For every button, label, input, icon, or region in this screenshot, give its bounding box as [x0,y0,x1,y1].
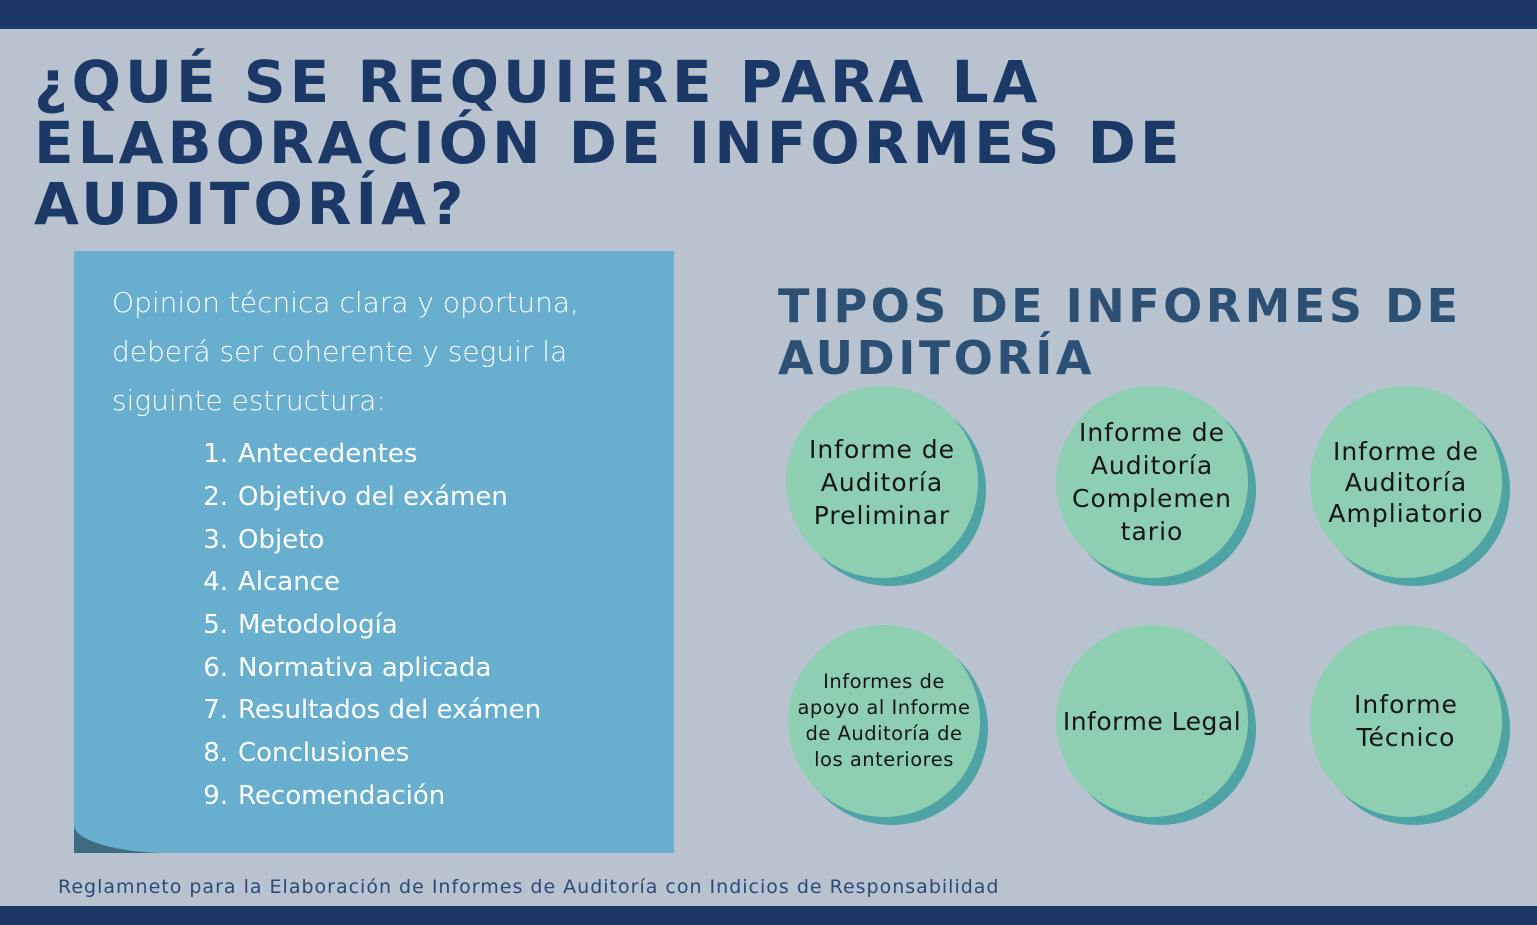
list-item-number: 3. [203,524,228,555]
list-item-text: Resultados del exámen [238,695,542,726]
top-bar [0,0,1537,29]
list-item [186,604,666,647]
page-title-line-2: ELABORACIÓN DE INFORMES DE [34,109,1184,177]
circle-face [786,386,978,578]
report-type-circle-ampliatorio [1310,386,1510,586]
bottom-bar [0,906,1537,925]
list-item-text: Objeto [238,524,325,555]
list-item-number: 5. [203,610,228,641]
list-item-number: 7. [203,695,228,726]
list-item-number: 9. [203,780,228,811]
list-item-number: 4. [203,567,228,598]
list-item-text: Recomendación [238,780,446,811]
list-item-number: 6. [203,652,228,683]
report-type-circle-apoyo [788,625,988,825]
circle-face [1310,625,1502,817]
list-item [186,646,666,689]
report-type-circle-preliminar [786,386,986,586]
circle-label: Informe Legal [1062,706,1242,736]
list-item [186,561,666,604]
circle-face [1056,386,1248,578]
list-item-text: Antecedentes [238,439,418,470]
page-title [34,48,1184,238]
list-item [186,689,666,732]
list-item-number: 8. [203,738,228,769]
report-type-circle-complementario [1056,386,1256,586]
circle-label: Informe de Auditoría Complemen tario [1072,418,1232,546]
list-item [186,775,666,818]
circle-face [1056,625,1248,817]
note-intro-text: Opinion técnica clara y oportuna, deberá ser coherente y seguir la siguinte estructura: [112,286,579,417]
circle-label: Informe de Auditoría Preliminar [808,434,956,530]
list-item-text: Conclusiones [238,738,410,769]
list-item-number: 1. [203,439,228,470]
types-title-line-1: TIPOS DE INFORMES DE [778,279,1462,333]
types-section-title [778,280,1518,384]
circle-label: Informe de Auditoría Ampliatorio [1328,436,1484,528]
page-title-line-1: ¿QUÉ SE REQUIERE PARA LA [34,48,1042,116]
list-item [186,433,666,476]
list-item-number: 2. [203,482,228,513]
structure-list [186,433,666,817]
list-item-text: Alcance [238,567,341,598]
types-title-line-2: AUDITORÍA [778,331,1095,385]
list-item [186,732,666,775]
list-item-text: Objetivo del exámen [238,482,508,513]
circle-face [1310,386,1502,578]
circle-face [788,625,980,817]
report-type-circle-tecnico [1310,625,1510,825]
page-title-line-3: AUDITORÍA? [34,170,468,238]
list-item-text: Metodología [238,610,398,641]
list-item-text: Normativa aplicada [238,652,492,683]
report-type-circle-legal [1056,625,1256,825]
list-item [186,476,666,519]
circle-label: Informe Técnico [1354,690,1458,752]
circle-label: Informes de apoyo al Informe de Auditoría de los anteriores [797,670,971,771]
list-item [186,518,666,561]
footer-source-text: Reglamneto para la Elaboración de Informes de Auditoría con Indicios de Responsabilidad [58,876,1000,898]
